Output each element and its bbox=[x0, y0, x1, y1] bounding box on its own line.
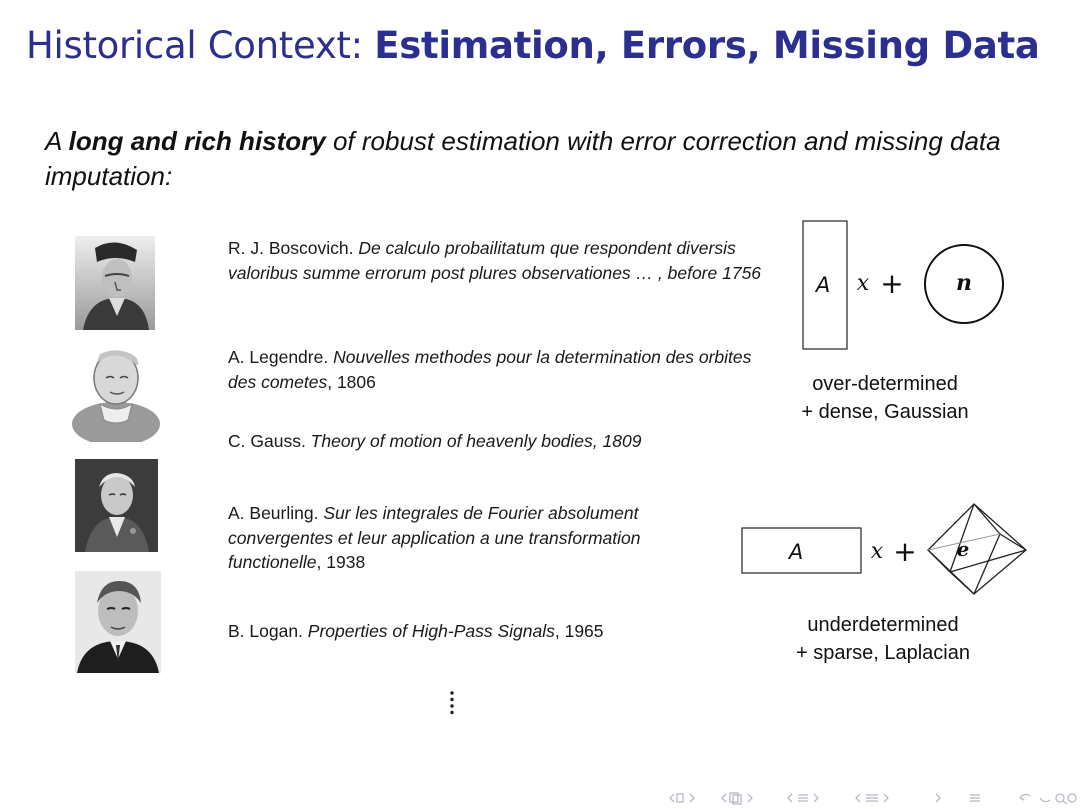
title-light: Historical Context: bbox=[26, 24, 375, 67]
portrait-boscovich bbox=[75, 236, 155, 330]
vertical-ellipsis-icon bbox=[448, 690, 456, 716]
nav-zoom-icon[interactable] bbox=[1056, 794, 1076, 804]
portrait-gauss bbox=[75, 459, 158, 552]
nav-prev-icon[interactable] bbox=[722, 793, 752, 804]
caption-underdetermined bbox=[758, 611, 1008, 667]
nav-subsection-icon[interactable] bbox=[856, 794, 888, 802]
reference-gauss bbox=[228, 429, 776, 454]
reference-work: Theory of motion of heavenly bodies, 1809 bbox=[310, 431, 642, 451]
noise-label: n bbox=[956, 270, 972, 296]
reference-work: Properties of High-Pass Signals bbox=[307, 621, 555, 641]
caption-line: + dense, Gaussian bbox=[801, 401, 969, 423]
caption-line: over-determined bbox=[812, 373, 958, 395]
reference-year: , 1965 bbox=[554, 621, 604, 641]
caption-overdetermined bbox=[760, 370, 1010, 426]
caption-line: + sparse, Laplacian bbox=[795, 642, 970, 664]
reference-work: De calculo probailitatum que respondent diversis valoribus summe errorum post plures observationes … , before 1756 bbox=[228, 238, 762, 283]
portrait-beurling bbox=[75, 571, 161, 673]
error-label: e bbox=[956, 537, 970, 561]
reference-author: R. J. Boscovich. bbox=[228, 238, 359, 258]
caption-line: underdetermined bbox=[807, 614, 959, 636]
vector-x: x bbox=[870, 539, 884, 564]
reference-boscovich bbox=[228, 236, 776, 285]
diagram-overdetermined bbox=[795, 218, 1015, 354]
intro-emphasis: long and rich history bbox=[68, 126, 326, 156]
nav-search-icon[interactable] bbox=[1020, 794, 1050, 801]
intro-prefix: A bbox=[45, 126, 69, 156]
nav-last-icon[interactable] bbox=[970, 795, 980, 801]
reference-legendre bbox=[228, 345, 776, 394]
nav-section-icon[interactable] bbox=[788, 794, 818, 802]
reference-author: C. Gauss. bbox=[228, 431, 311, 451]
reference-work: Sur les integrales de Fourier absolument convergentes et leur application a une transformation functionelle bbox=[228, 503, 641, 572]
intro-text bbox=[45, 124, 1005, 194]
reference-author: A. Legendre. bbox=[228, 347, 334, 367]
diagram-underdetermined bbox=[738, 498, 1030, 598]
reference-year: , 1806 bbox=[327, 371, 376, 392]
nav-first-icon[interactable] bbox=[670, 794, 694, 802]
portrait-legendre bbox=[70, 344, 162, 442]
reference-beurling bbox=[228, 501, 718, 575]
matrix-label: A bbox=[788, 540, 804, 564]
plus-sign: + bbox=[880, 267, 904, 300]
reference-logan bbox=[228, 619, 748, 644]
reference-author: A. Beurling. bbox=[228, 503, 324, 523]
reference-work: Nouvelles methodes pour la determination des orbites des cometes bbox=[228, 347, 752, 392]
nav-next-icon[interactable] bbox=[936, 794, 940, 802]
title-bold: Estimation, Errors, Missing Data bbox=[374, 24, 1040, 67]
reference-year: , 1938 bbox=[316, 552, 366, 572]
plus-sign: + bbox=[893, 535, 917, 568]
matrix-label: A bbox=[815, 273, 831, 297]
slide-title bbox=[26, 24, 1040, 67]
intro-suffix: of robust estimation with error correction and missing data imputation: bbox=[45, 126, 1001, 191]
octahedron-icon bbox=[928, 504, 1026, 594]
vector-x: x bbox=[856, 271, 870, 296]
reference-author: B. Logan. bbox=[228, 621, 308, 641]
beamer-nav-bar bbox=[668, 790, 1078, 806]
